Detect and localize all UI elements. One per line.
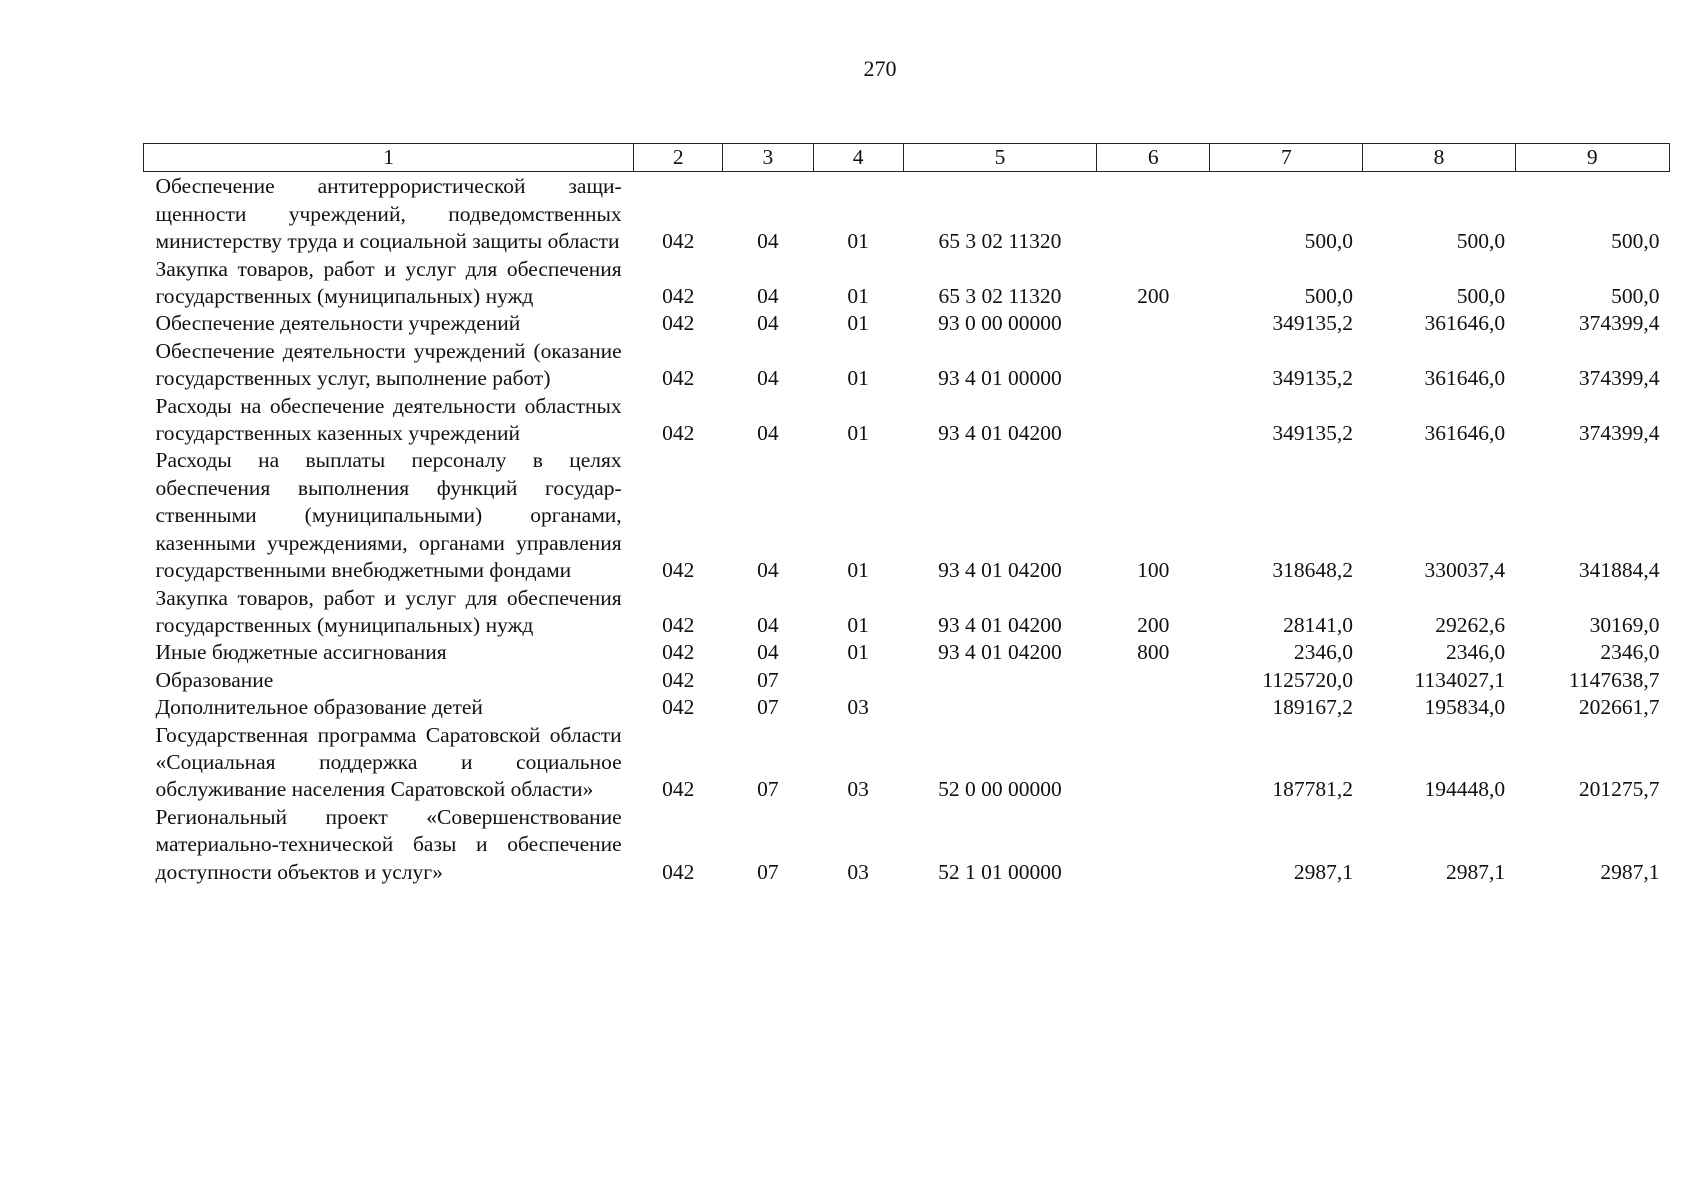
column-header-5: 5	[903, 144, 1096, 172]
cell-amount-year3: 374399,4	[1578, 311, 1660, 336]
table-row	[144, 338, 1670, 393]
table-row	[144, 172, 1670, 256]
cell-section: 04	[757, 311, 779, 336]
column-header-2: 2	[634, 144, 723, 172]
cell-subsection: 01	[847, 311, 869, 336]
table-header	[144, 144, 1670, 172]
cell-amount-year3: 500,0	[1611, 284, 1660, 309]
cell-section: 04	[757, 229, 779, 254]
cell-amount-year2: 361646,0	[1424, 311, 1506, 336]
cell-target-article: 93 4 01 04200	[938, 558, 1062, 583]
cell-subsection: 03	[847, 859, 869, 884]
cell-expense-type: 200	[1137, 612, 1170, 637]
column-header-6: 6	[1097, 144, 1210, 172]
cell-amount-year3: 374399,4	[1578, 366, 1660, 391]
cell-amount-year2: 361646,0	[1424, 366, 1506, 391]
column-header-1: 1	[144, 144, 634, 172]
cell-subsection: 01	[847, 640, 869, 665]
column-header-7: 7	[1210, 144, 1363, 172]
header-row	[144, 144, 1670, 172]
table-body	[144, 172, 1670, 886]
cell-expense-type	[1097, 172, 1210, 256]
cell-target-article	[903, 667, 1096, 694]
cell-amount-year2: 500,0	[1456, 229, 1506, 254]
cell-subsection: 01	[847, 229, 869, 254]
cell-amount-year3: 1147638,7	[1568, 667, 1660, 692]
cell-section: 07	[757, 667, 779, 692]
row-name: Обеспечение деятельности учреждений	[155, 311, 521, 336]
cell-amount-year3: 2987,1	[1600, 859, 1660, 884]
cell-target-article: 93 4 01 00000	[938, 366, 1062, 391]
cell-amount-year1: 1125720,0	[1262, 667, 1353, 692]
cell-expense-type	[1097, 722, 1210, 804]
cell-amount-year3: 30169,0	[1589, 612, 1660, 637]
cell-target-article: 93 4 01 04200	[938, 612, 1062, 637]
cell-amount-year2: 2987,1	[1445, 859, 1506, 884]
table-row	[144, 393, 1670, 448]
cell-section: 04	[757, 558, 779, 583]
cell-amount-year3: 341884,4	[1578, 558, 1660, 583]
cell-amount-year1: 187781,2	[1272, 777, 1353, 802]
cell-amount-year1: 318648,2	[1272, 558, 1353, 583]
cell-code: 042	[662, 612, 695, 637]
cell-subsection: 01	[847, 558, 869, 583]
cell-target-article: 93 0 00 00000	[938, 311, 1062, 336]
cell-code: 042	[662, 229, 695, 254]
cell-amount-year1: 349135,2	[1272, 311, 1353, 336]
cell-amount-year3: 374399,4	[1578, 421, 1660, 446]
table-row	[144, 694, 1670, 721]
cell-expense-type	[1097, 667, 1210, 694]
table-row	[144, 310, 1670, 337]
table-row	[144, 804, 1670, 886]
cell-section: 04	[757, 640, 779, 665]
table-row	[144, 722, 1670, 804]
table-row	[144, 667, 1670, 694]
column-header-9: 9	[1515, 144, 1669, 172]
cell-expense-type: 200	[1137, 284, 1170, 309]
cell-amount-year2: 2346,0	[1445, 640, 1506, 665]
cell-amount-year1: 349135,2	[1272, 366, 1353, 391]
cell-amount-year2: 195834,0	[1424, 695, 1506, 720]
cell-amount-year2: 500,0	[1456, 284, 1506, 309]
cell-target-article: 52 0 00 00000	[938, 777, 1062, 802]
cell-section: 07	[757, 777, 779, 802]
cell-expense-type: 100	[1137, 558, 1170, 583]
cell-amount-year1: 349135,2	[1272, 421, 1353, 446]
budget-table	[143, 143, 1670, 886]
cell-amount-year3: 202661,7	[1578, 695, 1660, 720]
cell-code: 042	[662, 284, 695, 309]
cell-code: 042	[662, 667, 695, 692]
cell-code: 042	[662, 311, 695, 336]
cell-amount-year2: 361646,0	[1424, 421, 1506, 446]
column-header-3: 3	[723, 144, 813, 172]
column-header-8: 8	[1363, 144, 1515, 172]
row-name: Региональный проект «Совершенствование материально-технической базы и обеспечение доступности объектов и услуг»	[155, 804, 622, 884]
table-row	[144, 585, 1670, 640]
cell-amount-year1: 500,0	[1304, 284, 1353, 309]
row-name: Обеспечение антитеррористической защищенности учреждений, подведомственных министерству труда и социальной защиты области	[155, 174, 622, 254]
cell-amount-year3: 500,0	[1611, 229, 1660, 254]
cell-code: 042	[662, 558, 695, 583]
cell-target-article: 93 4 01 04200	[938, 640, 1062, 665]
cell-target-article: 65 3 02 11320	[938, 284, 1062, 309]
row-name: Государственная программа Саратовской области «Социальная поддержка и социальное обслуживание населения Саратовской области»	[155, 722, 622, 802]
cell-code: 042	[662, 421, 695, 446]
cell-section: 07	[757, 859, 779, 884]
row-name: Закупка товаров, работ и услуг для обеспечения государственных (муниципальных) нужд	[155, 256, 622, 309]
cell-code: 042	[662, 640, 695, 665]
cell-amount-year1: 2346,0	[1293, 640, 1353, 665]
cell-section: 04	[757, 366, 779, 391]
table-row	[144, 639, 1670, 666]
cell-subsection: 03	[847, 695, 869, 720]
cell-target-article: 93 4 01 04200	[938, 421, 1062, 446]
table-row	[144, 256, 1670, 311]
row-name: Образование	[155, 667, 274, 692]
cell-section: 04	[757, 284, 779, 309]
cell-code: 042	[662, 366, 695, 391]
row-name: Расходы на обеспечение деятельности областных государственных казенных учреждений	[155, 393, 622, 446]
cell-subsection: 01	[847, 421, 869, 446]
cell-amount-year3: 2346,0	[1600, 640, 1660, 665]
cell-subsection	[813, 667, 903, 694]
cell-expense-type: 800	[1137, 640, 1170, 665]
cell-amount-year2: 29262,6	[1435, 612, 1506, 637]
cell-subsection: 01	[847, 366, 869, 391]
cell-amount-year1: 189167,2	[1272, 695, 1353, 720]
cell-target-article: 65 3 02 11320	[938, 229, 1062, 254]
cell-amount-year3: 201275,7	[1578, 777, 1660, 802]
cell-section: 07	[757, 695, 779, 720]
cell-subsection: 01	[847, 612, 869, 637]
row-name: Обеспечение деятельности учреждений (оказание государственных услуг, выполнение работ)	[155, 338, 622, 391]
cell-expense-type	[1097, 694, 1210, 721]
cell-subsection: 01	[847, 284, 869, 309]
cell-expense-type	[1097, 338, 1210, 393]
cell-section: 04	[757, 421, 779, 446]
row-name: Дополнительное образование детей	[155, 695, 483, 720]
cell-target-article	[903, 694, 1096, 721]
cell-code: 042	[662, 859, 695, 884]
cell-expense-type	[1097, 393, 1210, 448]
cell-amount-year2: 1134027,1	[1414, 667, 1506, 692]
cell-amount-year1: 2987,1	[1293, 859, 1353, 884]
row-name: Расходы на выплаты персоналу в целях обеспечения выполнения функций государственными (муниципальными) органами, казенными учреждениями, органами управления государственными внебюджетными фондами	[155, 448, 622, 583]
row-name: Закупка товаров, работ и услуг для обеспечения государственных (муниципальных) нужд	[155, 585, 622, 637]
column-header-4: 4	[813, 144, 903, 172]
cell-code: 042	[662, 695, 695, 720]
page-number: 270	[863, 56, 897, 81]
table-row	[144, 447, 1670, 584]
cell-code: 042	[662, 777, 695, 802]
cell-section: 04	[757, 612, 779, 637]
row-name: Иные бюджетные ассигнования	[155, 640, 447, 665]
cell-expense-type	[1097, 310, 1210, 337]
cell-subsection: 03	[847, 777, 869, 802]
cell-expense-type	[1097, 804, 1210, 886]
cell-amount-year1: 28141,0	[1283, 612, 1353, 637]
cell-amount-year2: 330037,4	[1424, 558, 1506, 583]
cell-target-article: 52 1 01 00000	[938, 859, 1062, 884]
cell-amount-year2: 194448,0	[1424, 777, 1506, 802]
cell-amount-year1: 500,0	[1304, 229, 1353, 254]
